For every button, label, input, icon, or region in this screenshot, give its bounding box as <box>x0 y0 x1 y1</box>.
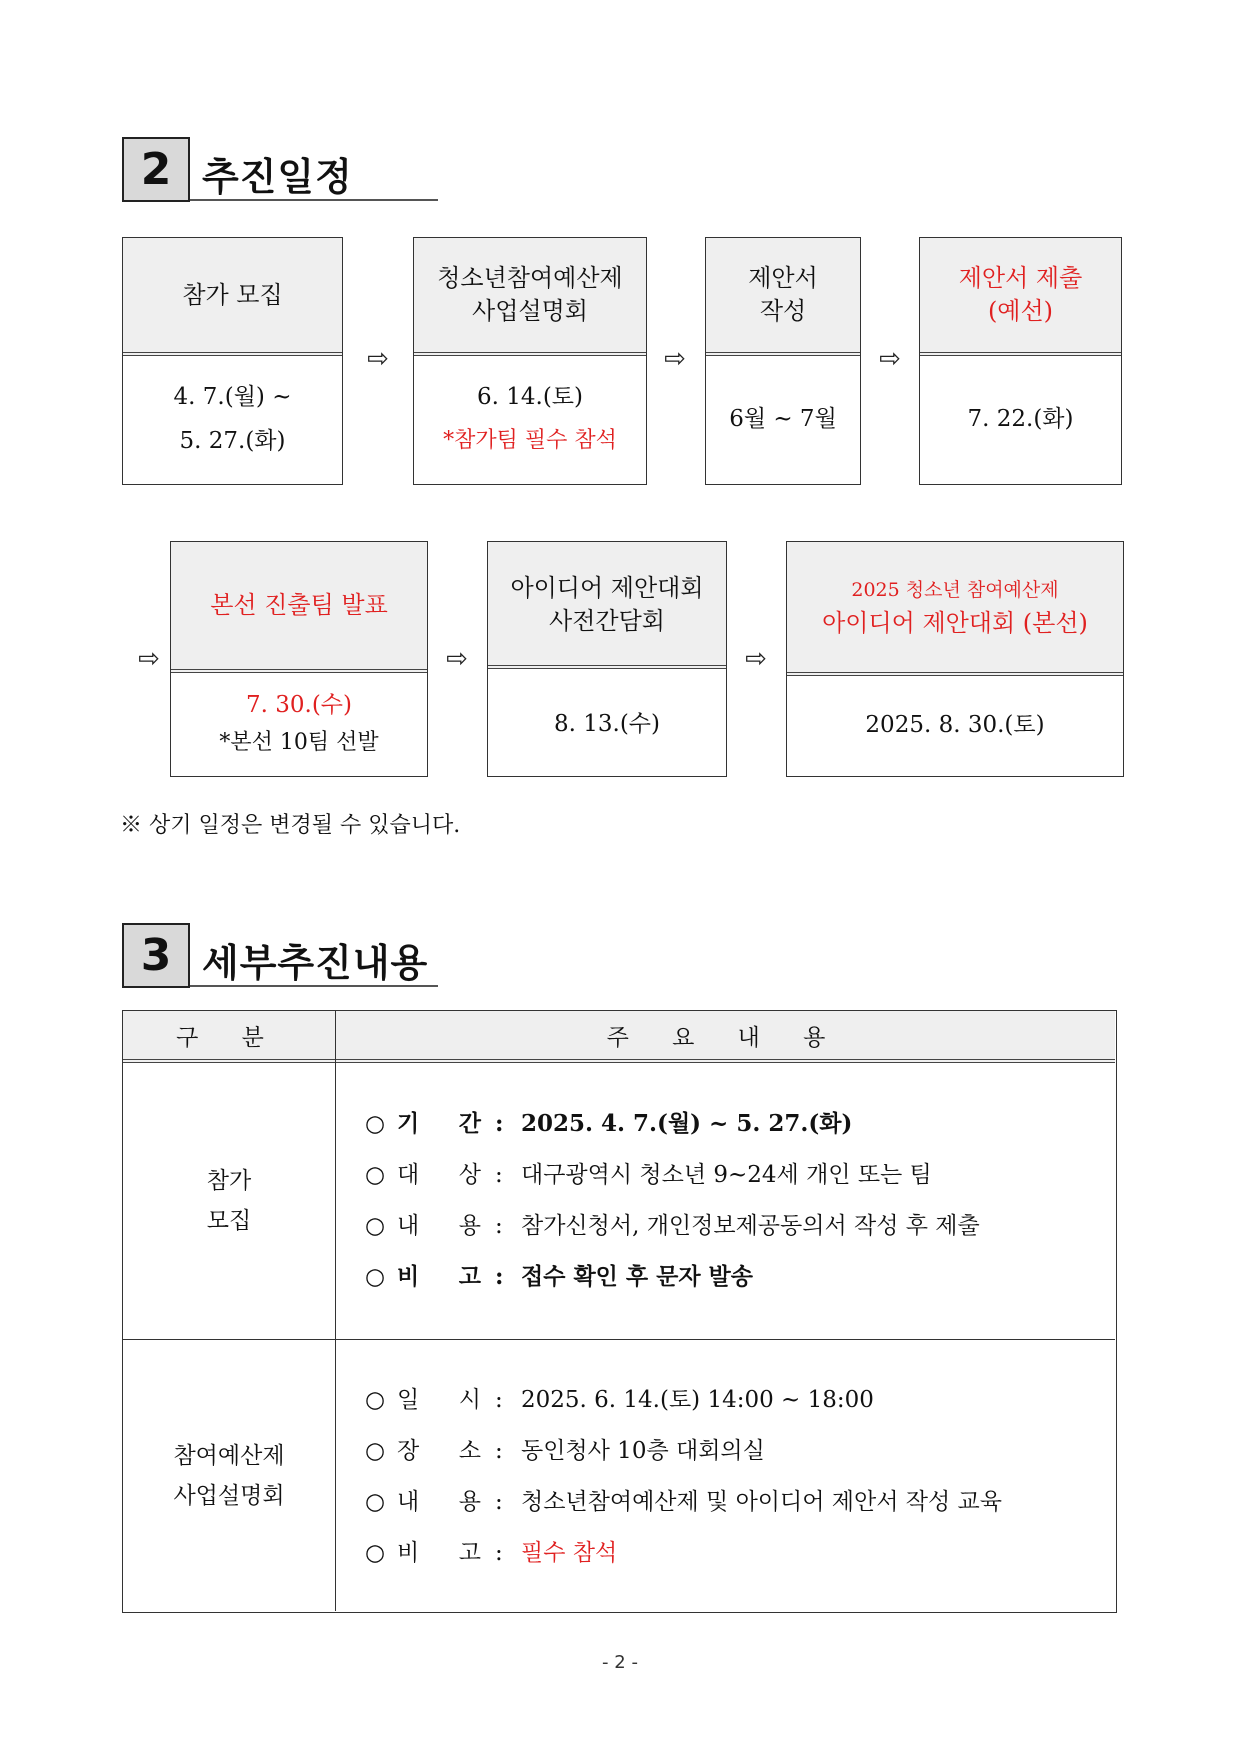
header-content: 주 요 내 용 <box>606 1024 844 1051</box>
flow-step-date-line: 8. 13.(수) <box>554 710 660 737</box>
section-underline <box>190 199 438 201</box>
flow-step-pre-meeting <box>487 541 727 777</box>
flow-step-date-line: 7. 22.(화) <box>967 406 1074 432</box>
item-label-char: 소 <box>458 1438 481 1464</box>
item-value: 참가신청서, 개인정보제공동의서 작성 후 제출 <box>521 1213 980 1239</box>
flow-step-title <box>123 238 342 356</box>
flow-step-title-line: 사전간담회 <box>549 607 665 635</box>
row-category-line: 참여예산제 <box>173 1443 285 1469</box>
item-label-char: 장 <box>397 1438 420 1464</box>
list-item: ○ 내 용 : 청소년참여예산제 및 아이디어 제안서 작성 교육 <box>365 1489 1002 1515</box>
schedule-note: ※ 상기 일정은 변경될 수 있습니다. <box>120 813 461 838</box>
flow-step-title-line: 청소년참여예산제 <box>437 264 623 292</box>
detail-table <box>122 1010 1117 1613</box>
item-value: 필수 참석 <box>521 1540 618 1566</box>
flow-step-date <box>706 354 860 484</box>
item-label-char: 시 <box>458 1387 481 1413</box>
flow-step-title-line: 아이디어 제안대회 (본선) <box>822 609 1088 637</box>
flow-step-title <box>414 238 646 356</box>
flow-step-date <box>414 354 646 484</box>
item-label-char: 간 <box>458 1110 481 1137</box>
list-item: ○ 장 소 : 동인청사 10층 대회의실 <box>365 1438 765 1464</box>
list-item: ○ 대 상 : 대구광역시 청소년 9~24세 개인 또는 팀 <box>365 1162 932 1188</box>
row-category <box>123 1063 335 1339</box>
list-item: ○ 일 시 : 2025. 6. 14.(토) 14:00 ~ 18:00 <box>365 1387 874 1413</box>
section-title: 추진일정 <box>202 155 353 199</box>
arrow-right-icon: ⇨ <box>879 344 901 374</box>
circle-bullet-icon: ○ <box>365 1110 386 1137</box>
flow-step-title-line: (예선) <box>987 297 1054 325</box>
flow-step-date-line: 4. 7.(월) ~ <box>173 384 292 410</box>
row-category-line: 모집 <box>206 1208 252 1234</box>
flow-step-note: *참가팀 필수 참석 <box>443 428 617 453</box>
flow-step-date <box>787 674 1123 776</box>
arrow-right-icon: ⇨ <box>664 344 686 374</box>
item-label-char: 일 <box>397 1387 420 1413</box>
flow-step-date-line: 6. 14.(토) <box>477 384 583 410</box>
circle-bullet-icon: ○ <box>365 1489 386 1515</box>
list-item: ○ 기 간 : 2025. 4. 7.(월) ~ 5. 27.(화) <box>365 1110 853 1137</box>
circle-bullet-icon: ○ <box>365 1162 386 1188</box>
flow-step-title-line: 제안서 <box>748 264 818 292</box>
circle-bullet-icon: ○ <box>365 1263 386 1290</box>
arrow-right-icon: ⇨ <box>138 644 160 674</box>
row-items <box>365 1385 1105 1568</box>
circle-bullet-icon: ○ <box>365 1540 386 1566</box>
flow-step-finalist-announcement <box>170 541 428 777</box>
arrow-right-icon: ⇨ <box>367 344 389 374</box>
header-category: 구 분 <box>176 1024 282 1051</box>
item-value: 2025. 4. 7.(월) ~ 5. 27.(화) <box>521 1110 853 1137</box>
flow-step-proposal-submission <box>919 237 1122 485</box>
item-label-char: 상 <box>458 1162 481 1188</box>
row-category-line: 사업설명회 <box>173 1483 285 1509</box>
item-label-char: 내 <box>397 1489 420 1515</box>
section-number-badge: 2 <box>122 137 190 202</box>
item-label-char: 고 <box>458 1540 481 1566</box>
flow-step-title-line: 작성 <box>759 297 807 325</box>
row-items <box>365 1109 1105 1292</box>
item-label-char: 기 <box>397 1110 420 1137</box>
flow-step-final-contest <box>786 541 1124 777</box>
circle-bullet-icon: ○ <box>365 1438 386 1464</box>
flow-step-title-line: 제안서 제출 <box>958 264 1083 292</box>
item-value: 대구광역시 청소년 9~24세 개인 또는 팀 <box>521 1162 932 1188</box>
item-value: 청소년참여예산제 및 아이디어 제안서 작성 교육 <box>521 1489 1002 1515</box>
flow-step-date-line: 2025. 8. 30.(토) <box>865 712 1045 738</box>
section-title: 세부추진내용 <box>202 941 429 985</box>
page-number: - 2 - <box>602 1652 638 1673</box>
list-item: ○ 비 고 : 필수 참석 <box>365 1540 618 1566</box>
flow-step-title-line: 2025 청소년 참여예산제 <box>851 579 1059 601</box>
list-item: ○ 내 용 : 참가신청서, 개인정보제공동의서 작성 후 제출 <box>365 1213 980 1239</box>
flow-step-briefing <box>413 237 647 485</box>
flow-step-date <box>171 671 427 776</box>
flow-step-title <box>706 238 860 356</box>
flow-step-title <box>787 542 1123 676</box>
flow-step-date <box>123 354 342 484</box>
row-category <box>123 1340 335 1612</box>
flow-step-title-line: 사업설명회 <box>472 297 588 325</box>
item-value: 접수 확인 후 문자 발송 <box>521 1263 753 1290</box>
flow-step-title <box>920 238 1121 356</box>
circle-bullet-icon: ○ <box>365 1387 386 1413</box>
item-value: 동인청사 10층 대회의실 <box>521 1438 765 1464</box>
flow-step-recruitment <box>122 237 343 485</box>
flow-step-title <box>488 542 726 669</box>
list-item: ○ 비 고 : 접수 확인 후 문자 발송 <box>365 1263 753 1290</box>
item-label-char: 용 <box>458 1489 481 1515</box>
flow-step-date <box>920 354 1121 484</box>
row-category-line: 참가 <box>206 1168 252 1194</box>
item-label-char: 비 <box>397 1263 420 1290</box>
flow-step-title-line: 본선 진출팀 발표 <box>210 591 388 619</box>
flow-step-date-line: 7. 30.(수) <box>246 691 352 718</box>
section-number-badge: 3 <box>122 923 190 988</box>
item-label-char: 비 <box>397 1540 420 1566</box>
flow-step-title-line: 참가 모집 <box>182 280 283 309</box>
flow-step-date <box>488 671 726 776</box>
section-underline <box>190 985 438 987</box>
item-label-char: 고 <box>458 1263 481 1290</box>
item-label-char: 대 <box>397 1162 420 1188</box>
flow-step-proposal-writing <box>705 237 861 485</box>
item-value: 2025. 6. 14.(토) 14:00 ~ 18:00 <box>521 1387 874 1413</box>
flow-step-title <box>171 542 427 673</box>
flow-step-title-line: 아이디어 제안대회 <box>510 574 704 602</box>
flow-step-date-line: 5. 27.(화) <box>179 428 286 454</box>
flow-step-note: *본선 10팀 선발 <box>219 729 379 755</box>
arrow-right-icon: ⇨ <box>446 644 468 674</box>
table-header <box>123 1011 1115 1063</box>
column-divider <box>335 1011 336 1611</box>
item-label-char: 내 <box>397 1213 420 1239</box>
flow-step-date-line: 6월 ~ 7월 <box>729 406 837 432</box>
circle-bullet-icon: ○ <box>365 1213 386 1239</box>
arrow-right-icon: ⇨ <box>745 644 767 674</box>
item-label-char: 용 <box>458 1213 481 1239</box>
